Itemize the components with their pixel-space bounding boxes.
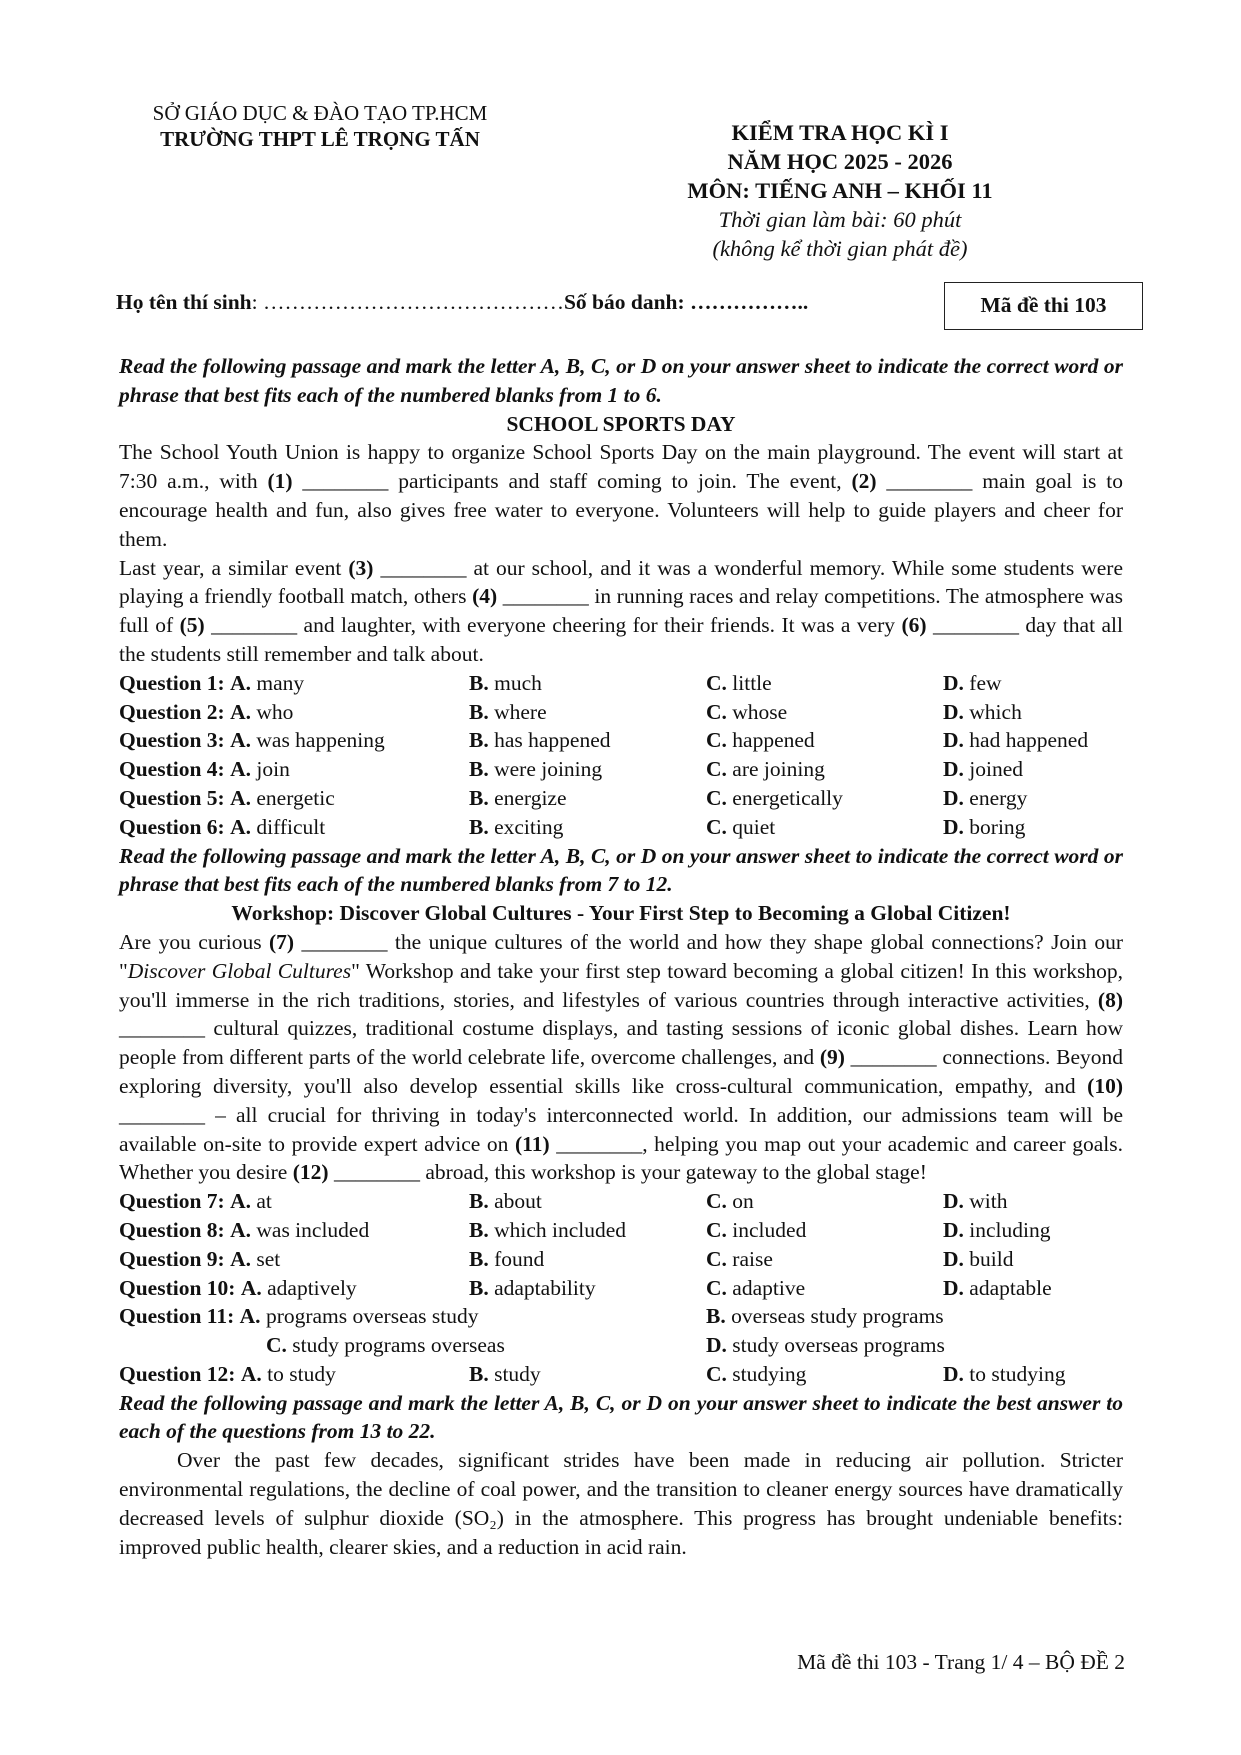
questions-1-6 bbox=[119, 669, 1123, 842]
questions-7-12 bbox=[119, 1187, 1123, 1389]
passage-2-title: Workshop: Discover Global Cultures - Your First Step to Becoming a Global Citizen! bbox=[231, 901, 1011, 926]
department-name: SỞ GIÁO DỤC & ĐÀO TẠO TP.HCM bbox=[152, 101, 488, 125]
passage-3-paragraph: Over the past few decades, significant strides have been made in reducing air pollution. Stricter environmental regulations, the decline of coal power, and the transition to cleaner energy sources have dramatically decreased levels of sulphur dioxide (SO₂) in the atmosphere. This progress has brought undeniable benefits: improved public health, clearer skies, and a reduction in acid rain. bbox=[119, 1448, 1123, 1559]
candidate-line bbox=[116, 290, 808, 315]
question-row: Question 2: A. who B. where C. whose D. which bbox=[119, 699, 1022, 724]
page-footer: Mã đề thi 103 - Trang 1/ 4 – BỘ ĐỀ 2 bbox=[797, 1650, 1125, 1674]
exam-header bbox=[640, 118, 1040, 263]
exam-code-box: Mã đề thi 103 bbox=[944, 282, 1143, 330]
question-row: Question 6: A. difficult B. exciting C. quiet D. boring bbox=[119, 814, 1026, 839]
duration: Thời gian làm bài: 60 phút bbox=[718, 207, 962, 232]
question-row: Question 7: A. at B. about C. on D. with bbox=[119, 1189, 1008, 1214]
section-3-instruction: Read the following passage and mark the letter A, B, C, or D on your answer sheet to indicate the best answer to each of the questions from 13 to 22. bbox=[119, 1390, 1123, 1444]
id-label: Số báo danh: bbox=[563, 290, 691, 314]
passage-2-paragraph: Are you curious (7) ________ the unique cultures of the world and how they shape global connections? Join our "Discover Global Cultures" Workshop and take your first step toward becoming a global citizen! In this workshop, you'll immerse in the rich traditions, stories, and lifestyles of various countries through interactive activities, (8) ________ cultural quizzes, traditional costume displays, and tasting sessions of iconic global dishes. Learn how people from different parts of the world celebrate life, overcome challenges, and (9) ________ connections. Beyond exploring diversity, you'll also develop essential skills like cross-cultural communication, empathy, and (10) ________ – all crucial for thriving in today's interconnected world. In addition, our admissions team will be available on-site to provide expert advice on (11) ________, helping you map out your academic and career goals. Whether you desire (12) ________ abroad, this workshop is your gateway to the global stage! bbox=[119, 929, 1124, 1185]
question-row: Question 11: A. programs overseas study B. overseas study programs bbox=[119, 1304, 944, 1329]
subject: MÔN: TIẾNG ANH – KHỐI 11 bbox=[687, 178, 993, 203]
id-field[interactable]: …………….. bbox=[690, 290, 809, 314]
school-name: TRƯỜNG THPT LÊ TRỌNG TẤN bbox=[160, 127, 480, 151]
school-header bbox=[110, 100, 530, 152]
passage-1-paragraph-1: The School Youth Union is happy to organize School Sports Day on the main playground. The event will start at 7:30 a.m., with (1) ________ participants and staff coming to join. The event, (2) ________ main goal is to encourage health and fun, also gives free water to everyone. Volunteers will help to guide players and cheer for them. bbox=[119, 440, 1123, 551]
question-row: Question 9: A. set B. found C. raise D. build bbox=[119, 1246, 1014, 1271]
name-field[interactable]: : …………………………………… bbox=[251, 290, 564, 314]
section-1 bbox=[119, 352, 1123, 1561]
passage-1-paragraph-2: Last year, a similar event (3) ________ at our school, and it was a wonderful memory. While some students were playing a friendly football match, others (4) ________ in running races and relay competitions. The atmosphere was full of (5) ________ and laughter, with everyone cheering for their friends. It was a very (6) ________ day that all the students still remember and talk about. bbox=[119, 555, 1123, 666]
question-row: Question 3: A. was happening B. has happened C. happened D. had happened bbox=[119, 728, 1089, 753]
question-row: Question 12: A. to study B. study C. studying D. to studying bbox=[119, 1361, 1066, 1386]
exam-title: KIỂM TRA HỌC KÌ I bbox=[731, 120, 949, 145]
passage-1-title: SCHOOL SPORTS DAY bbox=[506, 411, 736, 436]
school-year: NĂM HỌC 2025 - 2026 bbox=[727, 149, 953, 174]
question-row: Question 5: A. energetic B. energize C. energetically D. energy bbox=[119, 785, 1028, 810]
question-row: Question 4: A. join B. were joining C. are joining D. joined bbox=[119, 757, 1024, 782]
name-label: Họ tên thí sinh bbox=[116, 290, 252, 314]
question-row: C. study programs overseas D. study overseas programs bbox=[266, 1333, 945, 1358]
duration-note: (không kể thời gian phát đề) bbox=[712, 236, 968, 261]
question-row: Question 8: A. was included B. which included C. included D. including bbox=[119, 1217, 1051, 1242]
section-2-instruction: Read the following passage and mark the letter A, B, C, or D on your answer sheet to indicate the correct word or phrase that best fits each of the numbered blanks from 7 to 12. bbox=[119, 843, 1123, 897]
section-1-instruction: Read the following passage and mark the letter A, B, C, or D on your answer sheet to indicate the correct word or phrase that best fits each of the numbered blanks from 1 to 6. bbox=[119, 354, 1123, 407]
question-row: Question 10: A. adaptively B. adaptability C. adaptive D. adaptable bbox=[119, 1275, 1052, 1300]
question-row: Question 1: A. many B. much C. little D. few bbox=[119, 670, 1002, 695]
